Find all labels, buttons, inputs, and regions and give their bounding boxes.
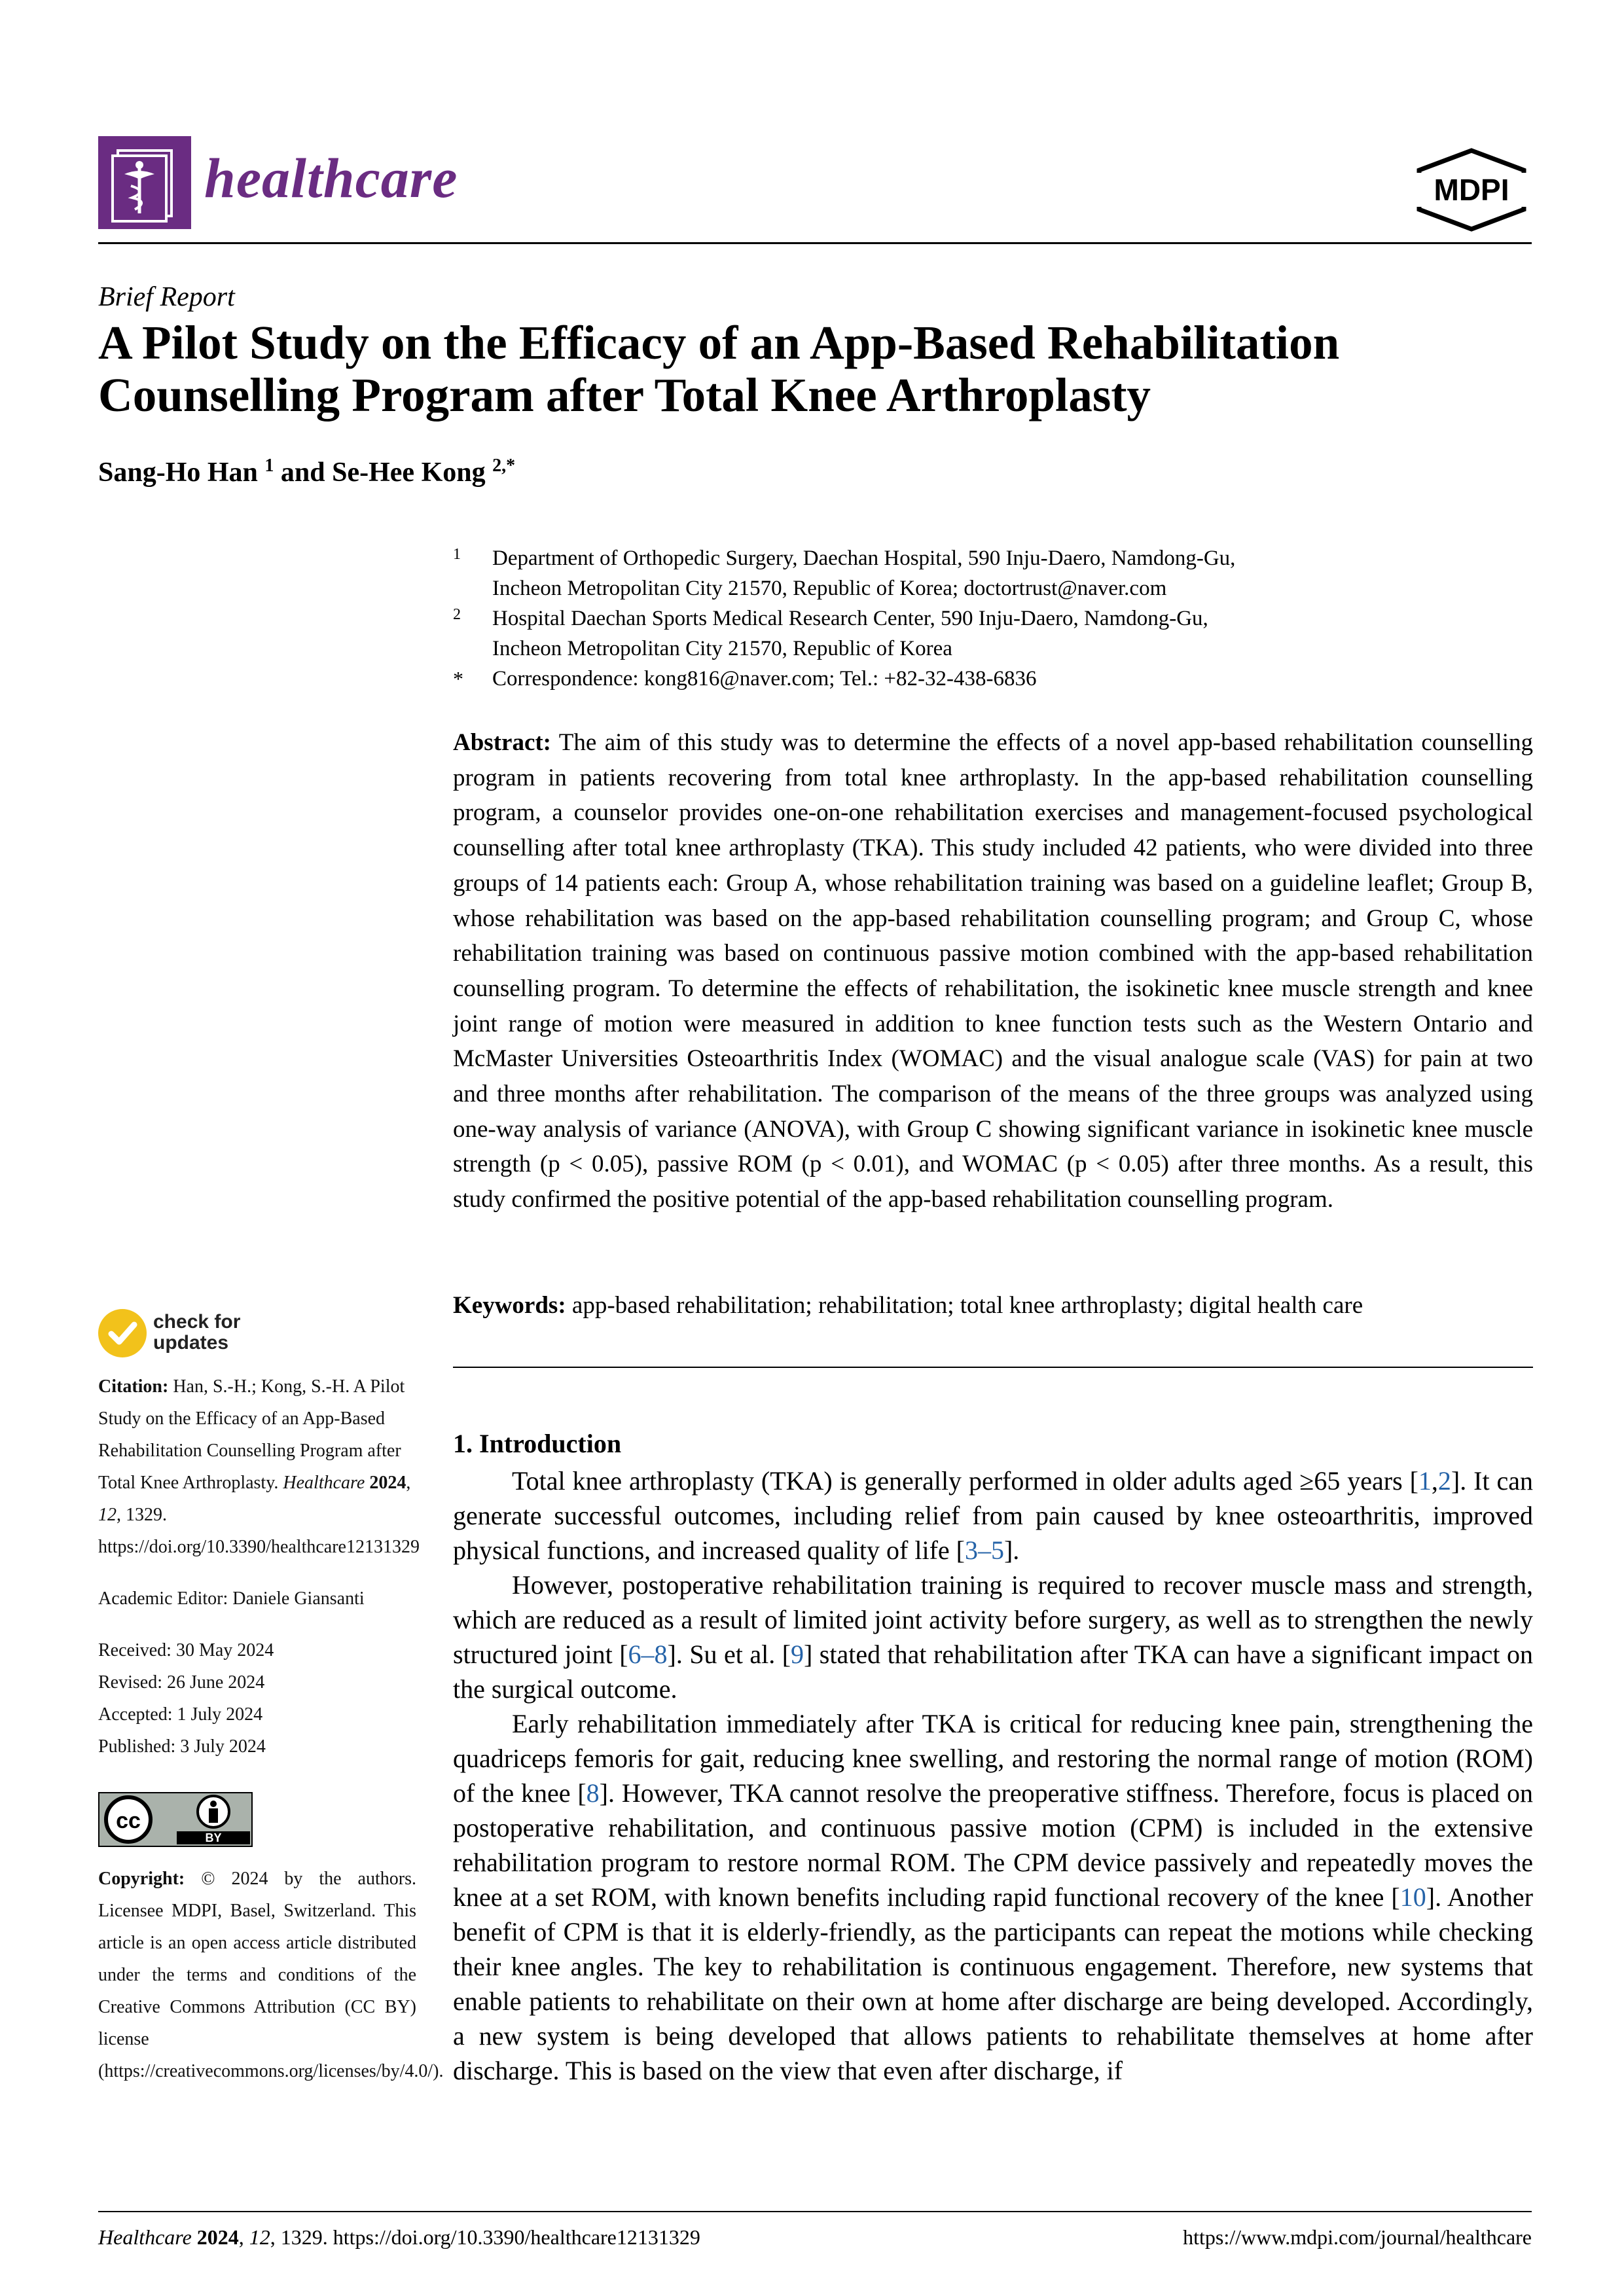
svg-text:BY: BY (205, 1831, 222, 1844)
copyright-notice: Copyright: © 2024 by the authors. Licensee MDPI, Basel, Switzerland. This article is an open access article distributed under the terms and conditions of the Creative Commons Attribution (CC BY) license (https://creativecommons.org/licenses/by/4.0/). (98, 1869, 444, 2081)
affiliation-ref: 2,* (492, 456, 516, 476)
svg-text:cc: cc (116, 1808, 141, 1833)
header-divider (98, 242, 1532, 244)
section-divider (453, 1367, 1533, 1368)
citation-link[interactable]: 1 (1418, 1466, 1432, 1496)
paragraph: Total knee arthroplasty (TKA) is generally performed in older adults aged ≥65 years [1,2]. It can generate successful outcomes, including relief from pain caused by knee osteoarthritis, improved physical functions, and increased quality of life [3–5]. (453, 1466, 1533, 1565)
footer-divider (98, 2211, 1532, 2212)
abstract (453, 725, 1533, 1217)
correspondence: * Correspondence: kong816@naver.com; Tel.: +82-32-438-6836 (453, 667, 1037, 691)
citation-info: Citation: Han, S.-H.; Kong, S.-H. A Pilot Study on the Efficacy of an App-Based Rehabilitation Counselling Program after Total Knee Arthroplasty. Healthcare 2024, 12, 1329. https://doi.org/10.3390/healthcare12131329 (98, 1376, 420, 1557)
citation-link[interactable]: 2 (1437, 1466, 1451, 1496)
paragraph: However, postoperative rehabilitation training is required to recover muscle mass and strength, which are reduced as a result of limited joint activity before surgery, as well as to strengthen the newly structured joint [6–8]. Su et al. [9] stated that rehabilitation after TKA can have a significant impact on the surgical outcome. (453, 1570, 1533, 1704)
revised-date: Revised: 26 June 2024 (98, 1672, 265, 1693)
citation-link[interactable]: 6–8 (628, 1640, 668, 1669)
article-info-sidebar (98, 1371, 420, 1763)
author-name[interactable]: Sang-Ho Han (98, 457, 258, 488)
accepted-date: Accepted: 1 July 2024 (98, 1704, 263, 1725)
affiliation-ref: 1 (264, 456, 274, 476)
author-name[interactable]: Se-Hee Kong (332, 457, 486, 488)
affiliation-item: 2 Hospital Daechan Sports Medical Research Center, 590 Inju-Daero, Namdong-Gu, Incheon Metropolitan City 21570, Republic of Korea (453, 606, 1208, 660)
citation-link[interactable]: 8 (586, 1778, 600, 1808)
author-list: Sang-Ho Han $^1$ and Se-Hee Kong $^{2,*}$ (98, 456, 516, 488)
article-title: A Pilot Study on the Efficacy of an App-Based Rehabilitation Counselling Program after Total Knee Arthroplasty (98, 316, 1340, 422)
check-for-updates-button[interactable]: check for updates (98, 1309, 281, 1361)
affiliations (453, 543, 1533, 694)
citation-link[interactable]: 3–5 (964, 1535, 1004, 1565)
paragraph: Early rehabilitation immediately after TKA is critical for reducing knee pain, strengthening the quadriceps femoris for gait, reducing knee swelling, and restoring the normal range of motion (ROM) of the knee [8]. However, TKA cannot resolve the preoperative stiffness. Therefore, focus is placed on postoperative rehabilitation, and continuous passive motion (CPM) is included in the extensive rehabilitation program to restore normal ROM. The CPM device passively and repeatedly moves the knee at a set ROM, with known benefits including rapid functional recovery of the knee [10]. Another benefit of CPM is that it is elderly-friendly, as the participants can repeat the motions while checking their knee angles. The key to rehabilitation is continuous engagement. Therefore, new systems that enable patients to rehabilitate on their own at home after discharge are being developed. Accordingly, a new system is being developed that allows patients to rehabilitate themselves at home after discharge. This is based on the view that even after discharge, if (453, 1709, 1534, 2085)
citation-link[interactable]: 10 (1399, 1882, 1426, 1912)
mdpi-logo-icon (1411, 148, 1532, 232)
article-type: Brief Report (98, 282, 235, 312)
abstract-text: The aim of this study was to determine the effects of a novel app-based rehabilitation counselling program in patients recovering from total knee arthroplasty. In the app-based rehabilitation counselling program, a counselor provides one-on-one rehabilitation exercises and management-focused psychological counselling after total knee arthroplasty (TKA). This study included 42 patients, who were divided into three groups of 14 patients each: Group A, whose rehabilitation training was based on a guideline leaflet; Group B, whose rehabilitation was based on the app-based rehabilitation counselling program; and Group C, whose rehabilitation training was based on continuous passive motion combined with the app-based rehabilitation counselling program. To determine the effects of rehabilitation, the isokinetic knee muscle strength and knee joint range of motion were measured in addition to knee function tests such as the Western Ontario and McMaster Universities Osteoarthritis Index (WOMAC) and the visual analogue scale (VAS) for pain at two and three months after rehabilitation. The comparison of the means of the three groups was analyzed using one-way analysis of variance (ANOVA), with Group C showing significant variance in isokinetic knee muscle strength (p < 0.05), passive ROM (p < 0.01), and WOMAC (p < 0.05) after three months. As a result, this study confirmed the positive potential of the app-based rehabilitation counselling program. (453, 729, 1533, 1213)
keywords (453, 1288, 1533, 1323)
footer-citation: Healthcare 2024, 12, 1329. https://doi.org/10.3390/healthcare12131329 (98, 2225, 700, 2249)
abstract-label: Abstract: (453, 729, 552, 756)
citation-link[interactable]: 9 (791, 1640, 804, 1669)
affiliation-item: 1 Department of Orthopedic Surgery, Daechan Hospital, 590 Inju-Daero, Namdong-Gu, Incheon Metropolitan City 21570, Republic of Korea; doctortrust@naver.com (453, 546, 1236, 600)
published-date: Published: 3 July 2024 (98, 1736, 266, 1757)
journal-logo-icon (98, 136, 191, 229)
svg-text:MDPI: MDPI (1434, 173, 1509, 207)
checkmark-icon (98, 1309, 147, 1357)
journal-name: healthcare (204, 147, 458, 209)
academic-editor: Academic Editor: Daniele Giansanti (98, 1588, 365, 1609)
received-date: Received: 30 May 2024 (98, 1640, 274, 1660)
keywords-label: Keywords: (453, 1292, 566, 1319)
section-heading: 1. Introduction (453, 1429, 622, 1458)
cc-by-license-icon[interactable] (98, 1792, 253, 1847)
keywords-text: app-based rehabilitation; rehabilitation; total knee arthroplasty; digital health care (571, 1292, 1363, 1319)
introduction-body (453, 1463, 1533, 2088)
journal-url-link[interactable]: https://www.mdpi.com/journal/healthcare (1183, 2225, 1532, 2249)
